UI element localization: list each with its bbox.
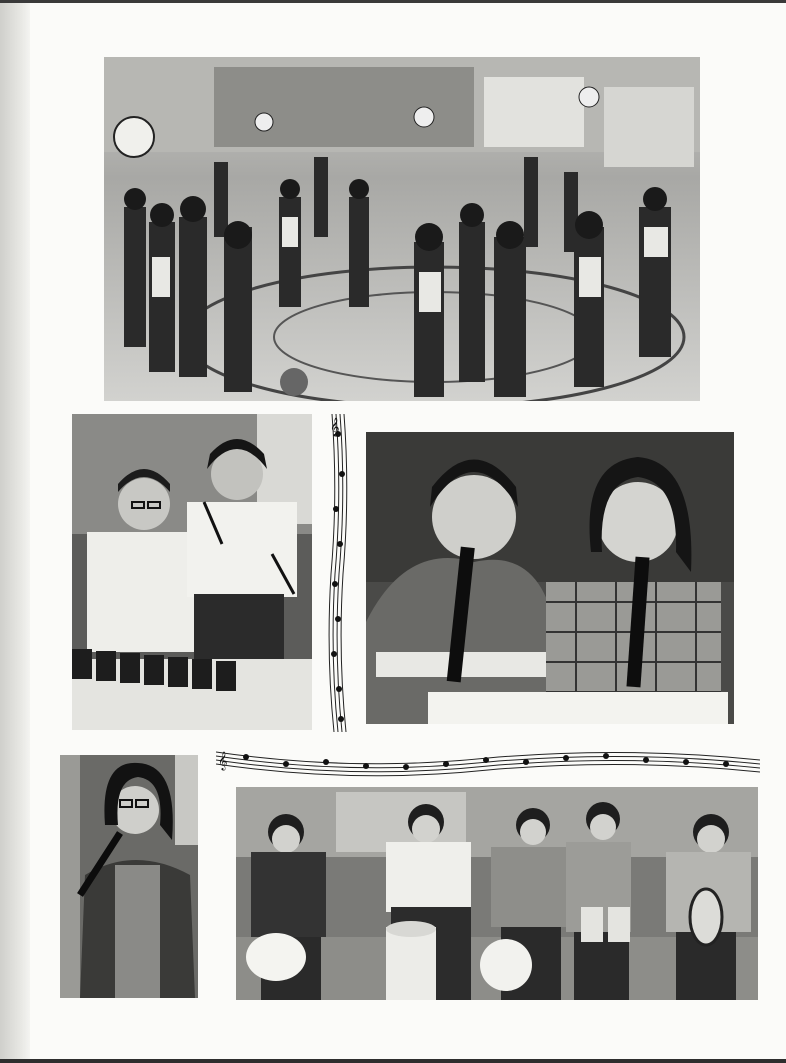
recorder-photo-image	[366, 432, 734, 724]
photo-children-dancing-in-gym	[104, 57, 700, 401]
photo-children-playing-drums	[236, 787, 758, 1000]
flute-photo-image	[60, 755, 198, 998]
svg-text:𝄞: 𝄞	[330, 417, 340, 436]
photo-children-playing-recorders	[366, 432, 734, 724]
photo-boys-playing-xylophone	[72, 414, 312, 730]
music-staff-horizontal-decoration	[216, 742, 760, 778]
music-staff-vertical-decoration	[326, 414, 352, 732]
page-bottom-edge	[0, 1059, 786, 1063]
page-gutter	[0, 0, 30, 1063]
gym-photo-image	[104, 57, 700, 401]
page-top-edge	[0, 0, 786, 3]
music-staff-vertical-icon	[326, 414, 352, 732]
xylophone-photo-image	[72, 414, 312, 730]
svg-text:𝄞: 𝄞	[218, 751, 228, 770]
photo-girl-playing-flute	[60, 755, 198, 998]
drums-photo-image	[236, 787, 758, 1000]
music-staff-horizontal-icon	[216, 742, 760, 778]
